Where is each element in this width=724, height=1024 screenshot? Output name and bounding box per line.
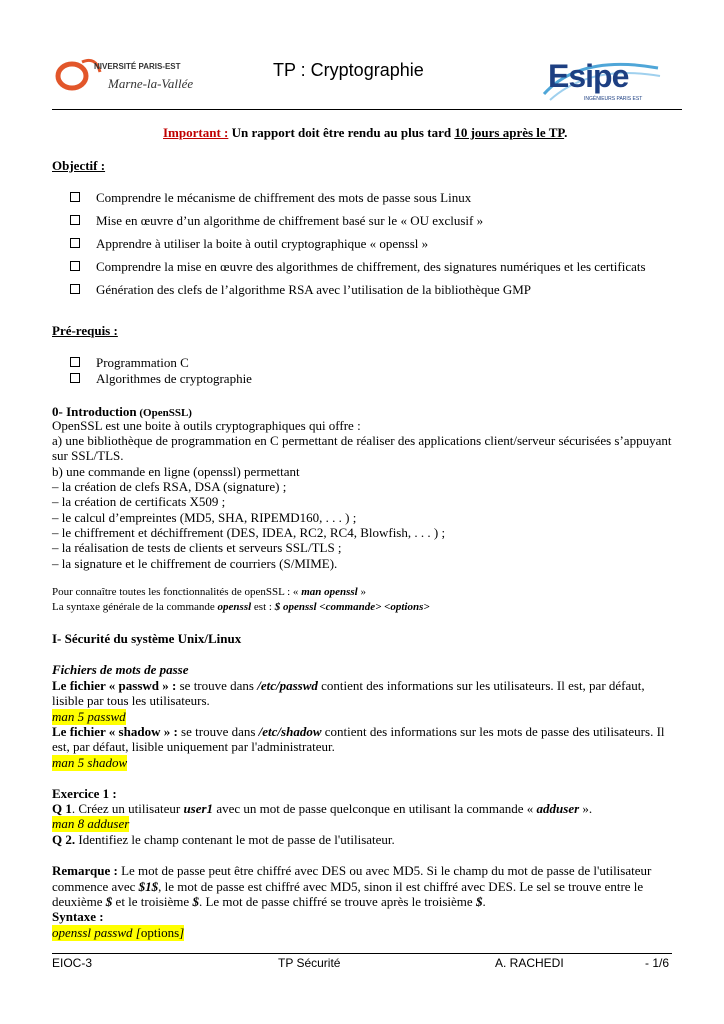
footer-page-number: - 1/6 bbox=[645, 956, 670, 970]
checkbox-icon bbox=[70, 284, 80, 294]
esipe-logo bbox=[540, 54, 662, 106]
university-name: NIVERSITÉ PARIS-EST bbox=[94, 62, 181, 71]
intro-line: – la réalisation de tests de clients et serveurs SSL/TLS ; bbox=[52, 540, 342, 555]
shadow-line-2: est, par défaut, lisible uniquement par l'administrateur. bbox=[52, 739, 335, 754]
university-logo bbox=[52, 52, 202, 102]
university-campus: Marne-la-Vallée bbox=[108, 76, 194, 91]
remark-line-3: deuxième $ et le troisième $. Le mot de passe chiffré se trouve après le troisième $. bbox=[52, 894, 486, 909]
checkbox-icon bbox=[70, 238, 80, 248]
important-notice bbox=[163, 125, 567, 141]
objectif-item: Comprendre le mécanisme de chiffrement des mots de passe sous Linux bbox=[70, 190, 471, 206]
intro-line: – la signature et le chiffrement de courriers (S/MIME). bbox=[52, 556, 338, 571]
passwd-line-2: lisible par tous les utilisateurs. bbox=[52, 693, 210, 708]
checkbox-icon bbox=[70, 357, 80, 367]
man-passwd: man 5 passwd bbox=[52, 709, 126, 724]
objectif-item: Mise en œuvre d’un algorithme de chiffrement basé sur le « OU exclusif » bbox=[70, 213, 483, 229]
page-title: TP : Cryptographie bbox=[273, 60, 424, 80]
checkbox-icon bbox=[70, 373, 80, 383]
esipe-subtitle: INGÉNIEURS PARIS EST bbox=[584, 96, 643, 102]
objectif-item: Apprendre à utiliser la boite à outil cryptographique « openssl » bbox=[70, 236, 428, 252]
header-rule bbox=[52, 109, 682, 110]
footer-course: EIOC-3 bbox=[52, 956, 93, 970]
syntax-label: Syntaxe : bbox=[52, 909, 104, 924]
checkbox-icon bbox=[70, 215, 80, 225]
passwd-line: Le fichier « passwd » : se trouve dans /etc/passwd contient des informations sur les utilisateurs. Il est, par défaut, bbox=[52, 678, 645, 693]
exercise1-heading: Exercice 1 : bbox=[52, 786, 117, 801]
intro-line: – le calcul d’empreintes (MD5, SHA, RIPEMD160, . . . ) ; bbox=[52, 510, 357, 525]
intro-line: – la création de clefs RSA, DSA (signature) ; bbox=[52, 479, 287, 494]
remark-line-1: Remarque : Le mot de passe peut être chiffré avec DES ou avec MD5. Si le champ du mot de passe de l'utilisateur bbox=[52, 863, 652, 878]
intro-note-syntax: La syntaxe générale de la commande openssl est : $ openssl <commande> <options> bbox=[52, 601, 430, 613]
checkbox-icon bbox=[70, 261, 80, 271]
intro-note-man: Pour connaître toutes les fonctionnalités de openSSL : « man openssl » bbox=[52, 586, 366, 598]
footer-subject: TP Sécurité bbox=[278, 956, 341, 970]
man-shadow: man 5 shadow bbox=[52, 755, 128, 770]
remark-line-2: commence avec $1$, le mot de passe est chiffré avec MD5, sinon il est chiffré avec DES. Le sel se trouve entre le bbox=[52, 879, 644, 894]
important-end: . bbox=[564, 125, 568, 140]
man-adduser: man 8 adduser bbox=[52, 816, 130, 831]
objectif-item: Génération des clefs de l’algorithme RSA avec l’utilisation de la bibliothèque GMP bbox=[70, 282, 531, 298]
exercise1-q2: Q 2. Identifiez le champ contenant le mot de passe de l'utilisateur. bbox=[52, 832, 395, 847]
syntax-command: openssl passwd [options] bbox=[52, 925, 185, 940]
footer-rule bbox=[52, 953, 672, 954]
objectif-item: Comprendre la mise en œuvre des algorithmes de chiffrement, des signatures numériques et les certificats bbox=[70, 259, 646, 275]
footer-author: A. RACHEDI bbox=[495, 956, 564, 970]
exercise1-q1: Q 1. Créez un utilisateur user1 avec un mot de passe quelconque en utilisant la commande « adduser ». bbox=[52, 801, 593, 816]
shadow-line: Le fichier « shadow » : se trouve dans /etc/shadow contient des informations sur les mots de passe des utilisateurs. Il bbox=[52, 724, 665, 739]
important-label: Important : bbox=[163, 125, 229, 140]
intro-line: sur SSL/TLS. bbox=[52, 448, 124, 463]
intro-heading: 0- Introduction (OpenSSL) bbox=[52, 404, 192, 419]
intro-line: a) une bibliothèque de programmation en C permettant de réaliser des applications client/serveur sécurisées s’appuyant bbox=[52, 433, 672, 448]
intro-line: – le chiffrement et déchiffrement (DES, IDEA, RC2, RC4, Blowfish, . . . ) ; bbox=[52, 525, 446, 540]
intro-line: b) une commande en ligne (openssl) permettant bbox=[52, 464, 300, 479]
section1-heading: I- Sécurité du système Unix/Linux bbox=[52, 631, 242, 646]
esipe-wordmark: Esipe bbox=[548, 58, 629, 94]
section1-subheading: Fichiers de mots de passe bbox=[52, 662, 189, 677]
checkbox-icon bbox=[70, 192, 80, 202]
important-text: Un rapport doit être rendu au plus tard bbox=[228, 125, 455, 140]
important-deadline: 10 jours après le TP bbox=[454, 125, 565, 140]
prerequis-item: Algorithmes de cryptographie bbox=[70, 371, 252, 387]
intro-line: – la création de certificats X509 ; bbox=[52, 494, 226, 509]
intro-line: OpenSSL est une boite à outils cryptographiques qui offre : bbox=[52, 418, 361, 433]
prerequis-heading: Pré-requis : bbox=[52, 323, 118, 338]
prerequis-item: Programmation C bbox=[70, 355, 189, 371]
objectif-heading: Objectif : bbox=[52, 158, 106, 173]
